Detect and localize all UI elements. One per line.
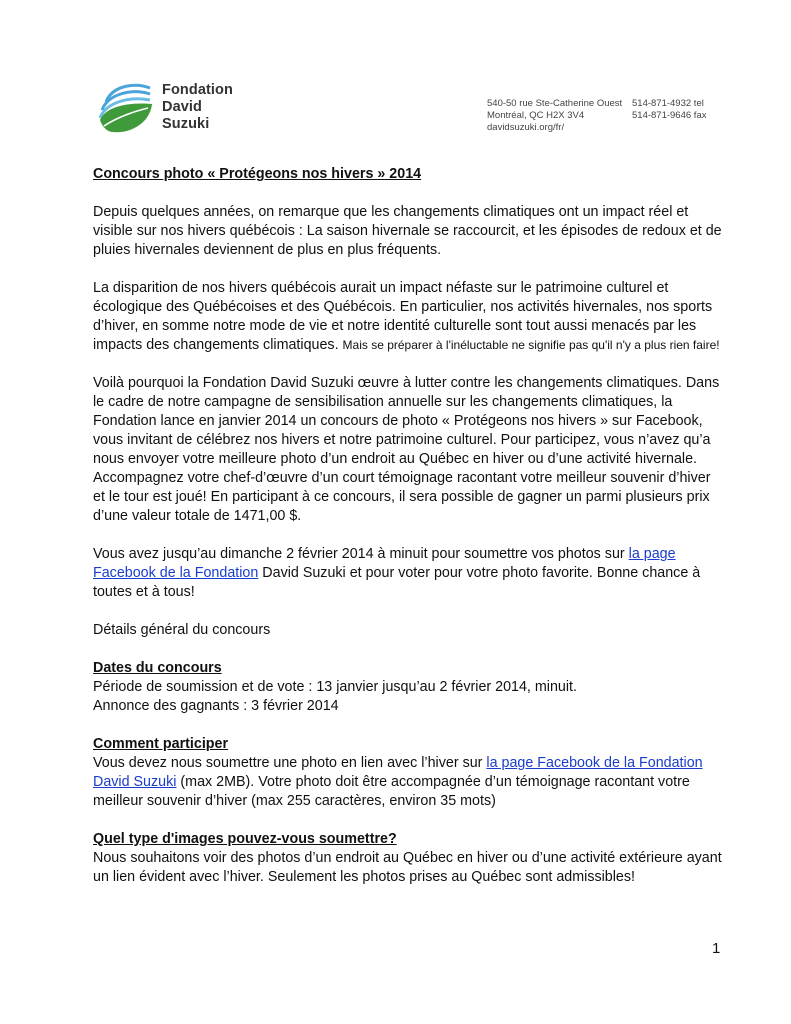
address-line: Montréal, QC H2X 3V4 bbox=[487, 110, 585, 121]
deadline-text-before: Vous avez jusqu’au dimanche 2 février 2014 à minuit pour soumettre vos photos sur bbox=[93, 546, 629, 562]
foundation-logo bbox=[96, 80, 236, 136]
deadline-text-after: David Suzuki et pour voter pour votre photo favorite. Bonne chance à toutes et à tous! bbox=[93, 565, 701, 600]
document-body bbox=[93, 165, 723, 906]
leaf-logo-icon bbox=[96, 80, 154, 136]
phone-fax: 514-871-9646 fax bbox=[632, 110, 707, 121]
dates-winners: Annonce des gagnants : 3 février 2014 bbox=[93, 698, 339, 714]
facebook-page-link[interactable]: la page Facebook de la Fondation bbox=[93, 546, 676, 581]
section-dates bbox=[93, 659, 723, 716]
participate-text-after: (max 2MB). Votre photo doit être accompagnée d’un témoignage racontant votre meilleur souvenir d’hiver (max 255 caractères, environ 35 mots) bbox=[93, 774, 690, 809]
logo-line-2: David bbox=[162, 99, 202, 115]
participate-text-before: Vous devez nous soumettre une photo en lien avec l’hiver sur bbox=[93, 755, 487, 771]
address-line: 540-50 rue Ste-Catherine Ouest bbox=[487, 98, 623, 109]
phone-tel: 514-871-4932 tel bbox=[632, 98, 704, 109]
dates-heading: Dates du concours bbox=[93, 660, 222, 676]
address-block bbox=[487, 98, 622, 134]
images-body: Nous souhaitons voir des photos d’un endroit au Québec en hiver ou d’une activité extérieure ayant un lien évident avec l’hiver. Seulement les photos prises au Québec sont admissibles! bbox=[93, 850, 722, 885]
paragraph-intro: Depuis quelques années, on remarque que les changements climatiques ont un impact réel et visible sur nos hivers québécois : La saison hivernale se raccourcit, et les épisodes de redoux et de pluies hivernales deviennent de plus en plus fréquents. bbox=[93, 204, 722, 258]
letterhead bbox=[96, 80, 706, 140]
facebook-page-link-2[interactable]: la page Facebook de la Fondation David Suzuki bbox=[93, 755, 703, 790]
page-number: 1 bbox=[712, 940, 721, 957]
paragraph-deadline bbox=[93, 545, 723, 602]
phone-block bbox=[632, 98, 706, 122]
section-participate bbox=[93, 735, 723, 811]
paragraph-contest: Voilà pourquoi la Fondation David Suzuki œuvre à lutter contre les changements climatiques. Dans le cadre de notre campagne de sensibilisation annuelle sur les changements climatiques, la Fondation lance en janvier 2014 un concours de photo « Protégeons nos hivers » sur Facebook, vous invitant de célébrez nos hivers et notre patrimoine culturel. Pour participez, vous n’avez qu’a nous envoyer votre meilleure photo d’un endroit au Québec en hiver ou d’une activité hivernale. Accompagnez votre chef-d’œuvre d’un court témoignage racontant votre meilleur souvenir d’hiver et le tour est joué! En participant à ce concours, il sera possible de gagner un parmi plusieurs prix d’une valeur totale de 1471,00 $. bbox=[93, 375, 720, 524]
paragraph-impact-main: La disparition de nos hivers québécois aurait un impact néfaste sur le patrimoine culturel et écologique des Québécoises et des Québécois. En particulier, nos activités hivernales, nos sports d’hiver, en somme notre mode de vie et notre identité culturelle sont tout aussi menacés par les impacts des changements climatiques. bbox=[93, 280, 713, 353]
logo-line-3: Suzuki bbox=[162, 116, 210, 132]
paragraph-impact bbox=[93, 279, 723, 355]
images-heading: Quel type d'images pouvez-vous soumettre? bbox=[93, 831, 397, 847]
logo-wordmark bbox=[162, 82, 233, 133]
paragraph-details-heading: Détails général du concours bbox=[93, 622, 271, 638]
participate-heading: Comment participer bbox=[93, 736, 229, 752]
logo-line-1: Fondation bbox=[162, 82, 233, 98]
paragraph-impact-note: Mais se préparer à l'inéluctable ne signifie pas qu'il n'y a plus rien faire! bbox=[342, 338, 720, 352]
dates-submission: Période de soumission et de vote : 13 janvier jusqu’au 2 février 2014, minuit. bbox=[93, 679, 577, 695]
website-line: davidsuzuki.org/fr/ bbox=[487, 122, 565, 133]
document-title: Concours photo « Protégeons nos hivers » 2014 bbox=[93, 166, 422, 182]
section-images bbox=[93, 830, 723, 887]
